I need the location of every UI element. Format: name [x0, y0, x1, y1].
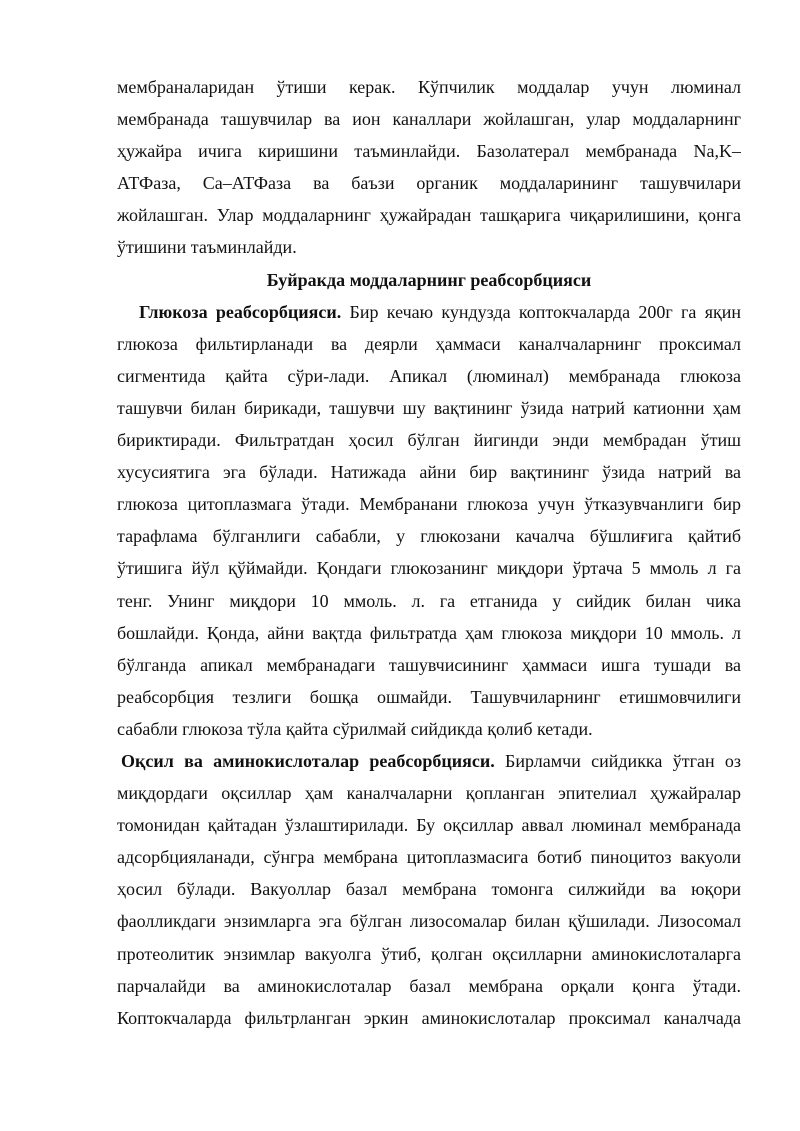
text-line: глюкоза цитоплазмага ўтади. Мембранани глюкоза учун ўтказувчанлиги бир — [117, 494, 741, 515]
text-line: ўтишига йўл қўймайди. Қондаги глюкозанинг миқдори ўртача 5 ммоль л га — [117, 558, 741, 579]
paragraph-lead-title: Оқсил ва аминокислоталар реабсорбцияси. — [121, 750, 495, 771]
text-line: жойлашган. Улар моддаларнинг ҳужайрадан ташқарига чиқарилишини, қонга — [117, 205, 741, 226]
text-line: сабабли глюкоза тўла қайта сўрилмай сийдикда қолиб кетади. — [117, 718, 593, 739]
text-line: адсорбцияланади, сўнгра мембрана цитоплазмасига ботиб пиноцитоз вакуоли — [117, 847, 741, 868]
text-line: бириктиради. Фильтратдан ҳосил бўлган йигинди энди мембрадан ўтиш — [117, 430, 741, 451]
document-body — [117, 71, 741, 1034]
text-line: реабсорбция тезлиги бошқа ошмайди. Ташувчиларнинг етишмовчилиги — [117, 686, 741, 707]
text-line: хусусиятига эга бўлади. Натижада айни бир вақтининг ўзида натрий ва — [117, 462, 741, 483]
text-line — [117, 296, 741, 328]
text-line: глюкоза фильтирланади ва деярли ҳаммаси каналчаларнинг проксимал — [117, 333, 741, 354]
text-line: Коптокчаларда фильтрланган эркин аминокислоталар проксимал каналчада — [117, 1007, 741, 1028]
text-line: АТФаза, Са–АТФаза ва баъзи органик моддаларининг ташувчилари — [117, 173, 741, 194]
text-line: миқдордаги оқсиллар ҳам каналчаларни қопланган эпителиал ҳужайралар — [117, 783, 741, 804]
text-line: томонидан қайтадан ўзлаштирилади. Бу оқсиллар аввал люминал мембранада — [117, 815, 741, 836]
text-line: протеолитик энзимлар вакуолга ўтиб, қолган оқсилларни аминокислоталарга — [117, 943, 741, 964]
text-line: ҳосил бўлади. Вакуоллар базал мембрана томонга силжийди ва юқори — [117, 879, 741, 900]
text-line: бўлганда апикал мембранадаги ташувчисининг ҳаммаси ишга тушади ва — [117, 654, 741, 675]
paragraph-protein-reabsorption — [117, 745, 741, 1034]
text-line-rest: Бирламчи сийдикка ўтган оз — [494, 750, 741, 771]
text-line: тарафлама бўлганлиги сабабли, у глюкозани качалча бўшлиғига қайтиб — [117, 526, 741, 547]
text-line: тенг. Унинг миқдори 10 ммоль. л. га етганида у сийдик билан чика — [117, 590, 741, 611]
text-line: бошлайди. Қонда, айни вақтда фильтратда ҳам глюкоза миқдори 10 ммоль. л — [117, 622, 741, 643]
paragraph-membrane-transport — [117, 71, 741, 264]
paragraph-lead-title: Глюкоза реабсорбцияси. — [139, 301, 342, 322]
text-line: ташувчи билан бирикади, ташувчи шу вақтининг ўзида натрий катионни ҳам — [117, 397, 741, 418]
text-line — [117, 745, 741, 777]
text-line: фаолликдаги энзимларга эга бўлган лизосомалар билан қўшилади. Лизосомал — [117, 911, 741, 932]
text-line: ҳужайра ичига киришини таъминлайди. Базолатерал мембранада Na,K– — [117, 141, 741, 162]
text-line: сигментида қайта сўри-лади. Апикал (люминал) мембранада глюкоза — [117, 365, 741, 386]
paragraph-glucose-reabsorption — [117, 296, 741, 745]
text-line: мембраналаридан ўтиши керак. Кўпчилик моддалар учун люминал — [117, 77, 741, 97]
text-line: ўтишини таъминлайди. — [117, 237, 297, 258]
text-line: мембранада ташувчилар ва ион каналлари жойлашган, улар моддаларнинг — [117, 109, 741, 130]
section-heading: Буйракда моддаларнинг реабсорбцияси — [266, 269, 592, 290]
text-line-rest: Бир кечаю кундузда коптокчаларда 200г га яқин — [341, 301, 741, 322]
text-line: парчалайди ва аминокислоталар базал мембрана орқали қонга ўтади. — [117, 975, 741, 996]
